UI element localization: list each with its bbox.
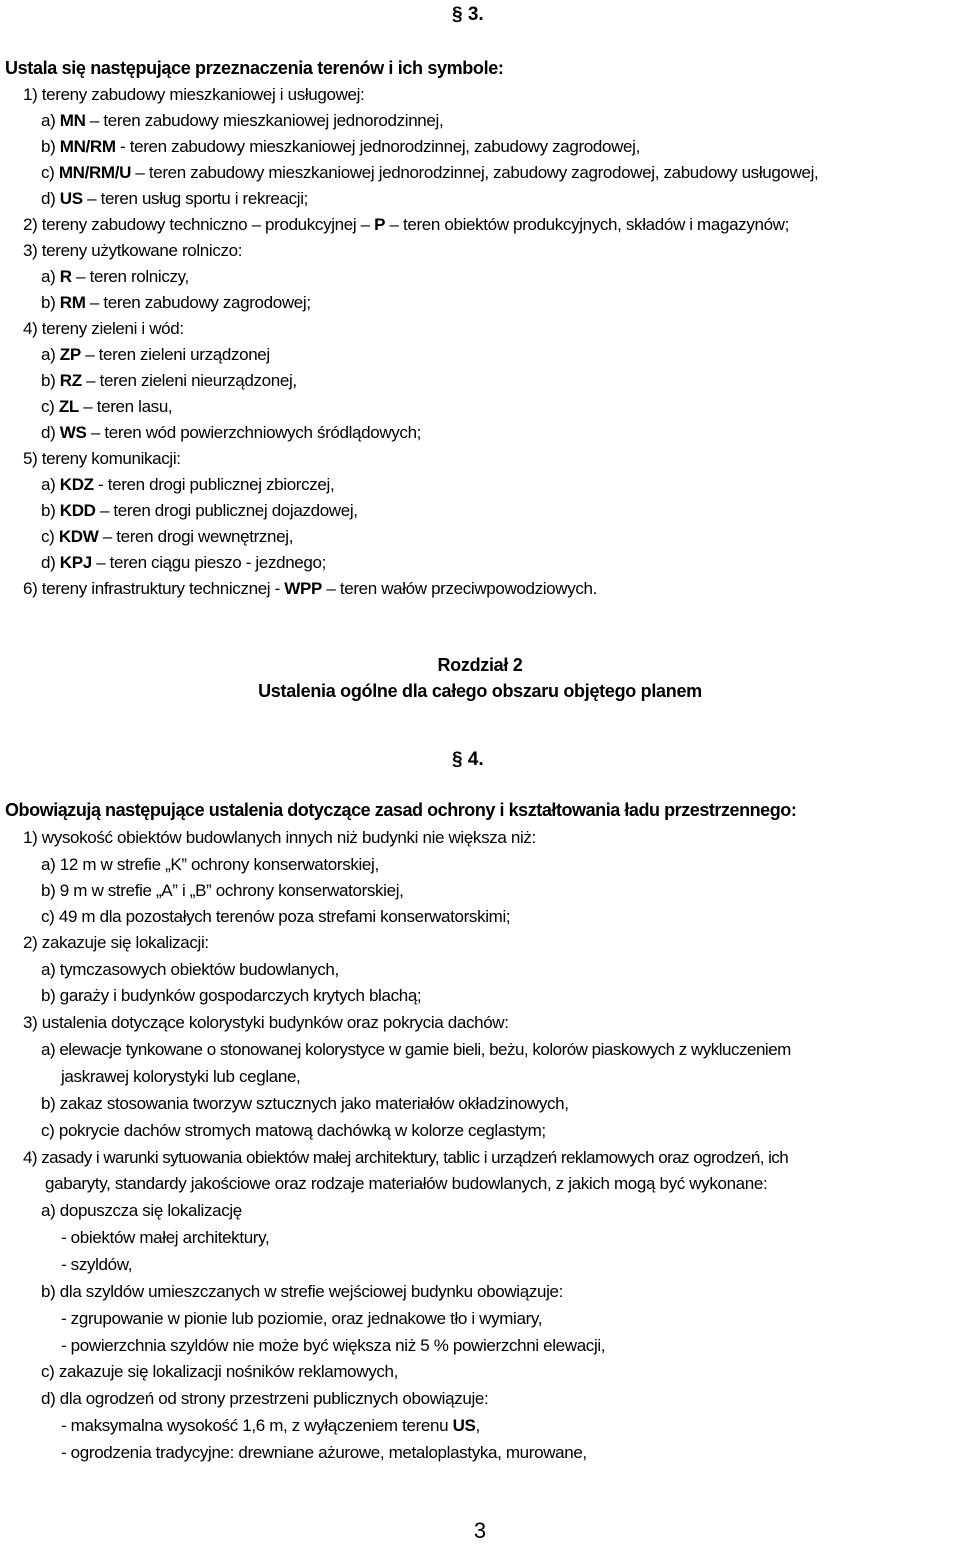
list-item: 6) tereny infrastruktury technicznej - WPP – teren wałów przeciwpowodziowych. [23,579,597,598]
list-item: 1) tereny zabudowy mieszkaniowej i usługowej: [23,85,365,104]
list-item: 3) tereny użytkowane rolniczo: [23,241,243,260]
list-item: gabaryty, standardy jakościowe oraz rodzaje materiałów budowlanych, z jakich mogą być wykonane: [45,1174,768,1193]
list-item: - maksymalna wysokość 1,6 m, z wyłączeniem terenu US, [61,1416,480,1435]
list-item: - obiektów małej architektury, [61,1228,270,1247]
list-item: b) 9 m w strefie „A” i „B” ochrony konserwatorskiej, [41,881,404,900]
list-item: jaskrawej kolorystyki lub ceglane, [61,1067,301,1086]
list-item: 4) zasady i warunki sytuowania obiektów małej architektury, tablic i urządzeń reklamowych oraz ogrodzeń, ich [23,1148,789,1167]
list-item: - ogrodzenia tradycyjne: drewniane ażurowe, metaloplastyka, murowane, [61,1443,587,1462]
list-item: a) elewacje tynkowane o stonowanej kolorystyce w gamie bieli, beżu, kolorów piaskowych z wykluczeniem [41,1040,791,1059]
list-item: a) R – teren rolniczy, [41,267,189,286]
list-item: d) US – teren usług sportu i rekreacji; [41,189,308,208]
section-3-intro: Ustala się następujące przeznaczenia terenów i ich symbole: [5,58,504,78]
chapter-number: Rozdział 2 [437,655,523,675]
section-4-heading: § 4. [452,749,484,770]
list-item: a) KDZ - teren drogi publicznej zbiorczej, [41,475,335,494]
list-item: c) zakazuje się lokalizacji nośników reklamowych, [41,1362,398,1381]
list-item: a) tymczasowych obiektów budowlanych, [41,960,339,979]
list-item: c) MN/RM/U – teren zabudowy mieszkaniowej jednorodzinnej, zabudowy zagrodowej, zabudowy usługowej, [41,163,819,182]
list-item: - powierzchnia szyldów nie może być większa niż 5 % powierzchni elewacji, [61,1336,606,1355]
list-item: d) KPJ – teren ciągu pieszo - jezdnego; [41,553,326,572]
list-item: c) pokrycie dachów stromych matową dachówką w kolorze ceglastym; [41,1121,546,1140]
list-item: b) dla szyldów umieszczanych w strefie wejściowej budynku obowiązuje: [41,1282,563,1301]
list-item: a) ZP – teren zieleni urządzonej [41,345,270,364]
list-item: b) KDD – teren drogi publicznej dojazdowej, [41,501,358,520]
list-item: 2) zakazuje się lokalizacji: [23,933,209,952]
list-item: a) MN – teren zabudowy mieszkaniowej jednorodzinnej, [41,111,444,130]
list-item: 1) wysokość obiektów budowlanych innych niż budynki nie większa niż: [23,828,536,847]
list-item: - zgrupowanie w pionie lub poziomie, oraz jednakowe tło i wymiary, [61,1309,543,1328]
list-item: - szyldów, [61,1255,133,1274]
list-item: b) garaży i budynków gospodarczych krytych blachą; [41,986,422,1005]
list-item: d) WS – teren wód powierzchniowych śródlądowych; [41,423,422,442]
list-item: b) MN/RM - teren zabudowy mieszkaniowej jednorodzinnej, zabudowy zagrodowej, [41,137,640,156]
list-item: b) zakaz stosowania tworzyw sztucznych jako materiałów okładzinowych, [41,1094,569,1113]
section-3-heading: § 3. [452,4,484,25]
list-item: b) RZ – teren zieleni nieurządzonej, [41,371,297,390]
chapter-title: Ustalenia ogólne dla całego obszaru objętego planem [258,681,702,701]
list-item: 4) tereny zieleni i wód: [23,319,184,338]
list-item: a) dopuszcza się lokalizację [41,1201,242,1220]
list-item: d) dla ogrodzeń od strony przestrzeni publicznych obowiązuje: [41,1389,489,1408]
list-item: 2) tereny zabudowy techniczno – produkcyjnej – P – teren obiektów produkcyjnych, składów i magazynów; [23,215,789,234]
list-item: 3) ustalenia dotyczące kolorystyki budynków oraz pokrycia dachów: [23,1013,509,1032]
list-item: 5) tereny komunikacji: [23,449,181,468]
list-item: a) 12 m w strefie „K” ochrony konserwatorskiej, [41,855,379,874]
section-4-intro: Obowiązują następujące ustalenia dotyczące zasad ochrony i kształtowania ładu przestrzennego: [5,800,797,820]
list-item: b) RM – teren zabudowy zagrodowej; [41,293,311,312]
list-item: c) 49 m dla pozostałych terenów poza strefami konserwatorskimi; [41,907,511,926]
page-number: 3 [473,1518,487,1543]
list-item: c) KDW – teren drogi wewnętrznej, [41,527,294,546]
list-item: c) ZL – teren lasu, [41,397,173,416]
